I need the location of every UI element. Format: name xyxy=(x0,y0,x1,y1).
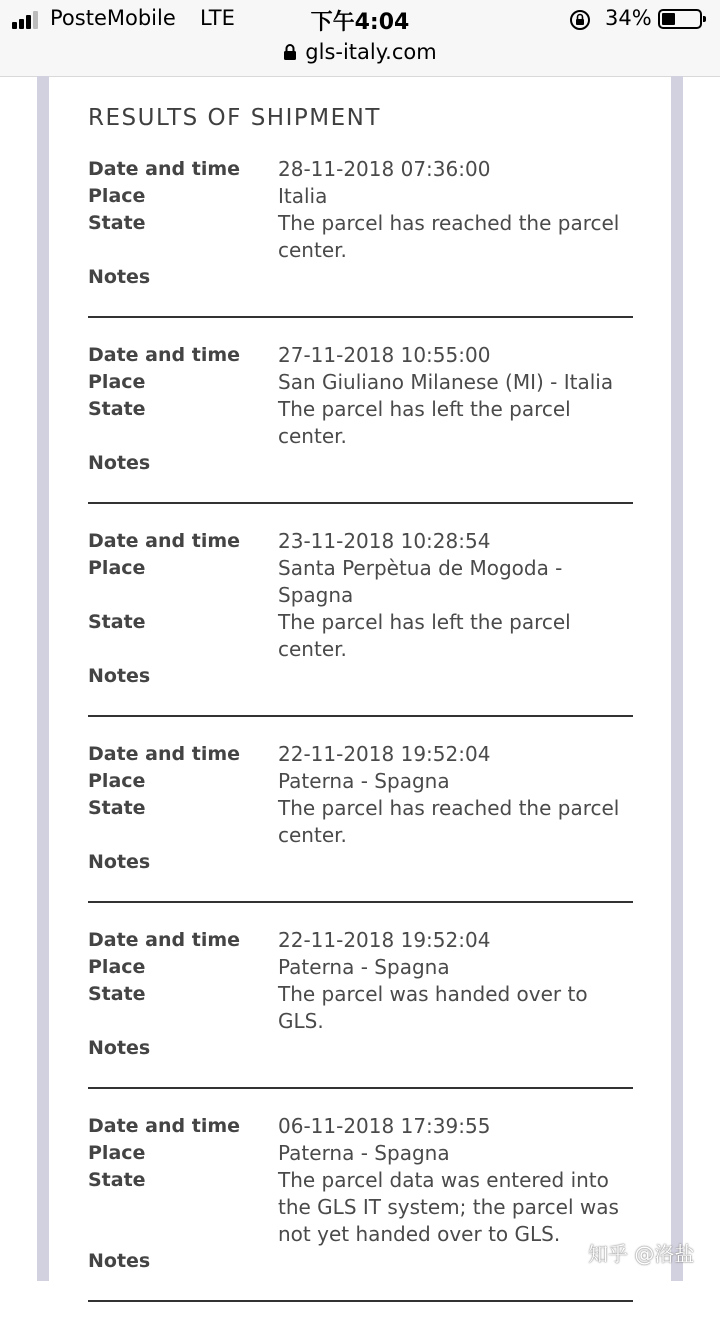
entry-value-date-time: 27-11-2018 10:55:00 xyxy=(278,343,491,367)
entry-value-notes xyxy=(278,1035,633,1062)
entry-label-date-time: Date and time xyxy=(88,929,241,951)
carrier-name: PosteMobile xyxy=(50,6,176,30)
shipment-results xyxy=(88,100,633,1326)
entry-row-state xyxy=(88,396,633,450)
status-time: 下午4:04 xyxy=(310,10,410,35)
battery-icon xyxy=(658,9,702,29)
entry-row-notes xyxy=(88,1035,633,1062)
entry-value-notes xyxy=(278,450,633,477)
entry-value-place: San Giuliano Milanese (MI) - Italia xyxy=(278,370,614,394)
entry-value-state: The parcel has left the parcel center. xyxy=(278,397,571,448)
tracking-entry xyxy=(88,156,633,318)
padlock-icon xyxy=(283,43,297,61)
entry-row-notes xyxy=(88,264,633,291)
entry-row-place xyxy=(88,369,633,396)
entry-label-notes: Notes xyxy=(88,665,151,687)
page-side-border-left xyxy=(37,76,49,1281)
entry-value-date-time: 22-11-2018 19:52:04 xyxy=(278,928,491,952)
entry-label-state: State xyxy=(88,1169,146,1191)
entry-row-state xyxy=(88,981,633,1035)
entry-row-place xyxy=(88,183,633,210)
entry-row-place xyxy=(88,555,633,609)
entry-label-notes: Notes xyxy=(88,452,151,474)
entry-row-notes xyxy=(88,450,633,477)
entry-label-date-time: Date and time xyxy=(88,530,241,552)
entry-row-notes xyxy=(88,849,633,876)
entry-value-place: Paterna - Spagna xyxy=(278,1141,450,1165)
tracking-entry xyxy=(88,342,633,504)
entry-label-place: Place xyxy=(88,956,146,978)
entry-label-place: Place xyxy=(88,770,146,792)
entry-label-place: Place xyxy=(88,185,146,207)
entry-value-notes xyxy=(278,1248,633,1275)
entry-label-state: State xyxy=(88,398,146,420)
entry-row-state xyxy=(88,210,633,264)
entry-row-notes xyxy=(88,663,633,690)
entry-row-date-time xyxy=(88,342,633,369)
entry-value-date-time: 23-11-2018 10:28:54 xyxy=(278,529,491,553)
entry-label-notes: Notes xyxy=(88,1250,151,1272)
entry-value-notes xyxy=(278,849,633,876)
entry-row-date-time xyxy=(88,927,633,954)
entry-label-date-time: Date and time xyxy=(88,158,241,180)
entry-value-notes xyxy=(278,264,633,291)
entry-row-date-time xyxy=(88,1113,633,1140)
page-side-border-right xyxy=(671,76,683,1281)
entry-value-state: The parcel was handed over to GLS. xyxy=(278,982,588,1033)
entry-label-place: Place xyxy=(88,557,146,579)
battery-percent: 34% xyxy=(605,6,652,30)
tracking-entry xyxy=(88,741,633,903)
page-url: gls-italy.com xyxy=(305,40,437,64)
entry-label-state: State xyxy=(88,797,146,819)
entry-label-date-time: Date and time xyxy=(88,344,241,366)
entry-label-state: State xyxy=(88,983,146,1005)
entry-value-place: Italia xyxy=(278,184,328,208)
entry-value-notes xyxy=(278,663,633,690)
entry-label-date-time: Date and time xyxy=(88,1115,241,1137)
entry-value-state: The parcel data was entered into the GLS IT system; the parcel was not yet handed over to GLS. xyxy=(278,1168,619,1246)
page-title: RESULTS OF SHIPMENT xyxy=(88,105,381,131)
entry-row-date-time xyxy=(88,741,633,768)
entry-label-notes: Notes xyxy=(88,851,151,873)
tracking-entries xyxy=(88,156,633,1302)
entry-value-place: Santa Perpètua de Mogoda - Spagna xyxy=(278,556,563,607)
rotation-lock-icon xyxy=(568,8,592,32)
entry-label-state: State xyxy=(88,611,146,633)
entry-row-place xyxy=(88,1140,633,1167)
network-type: LTE xyxy=(200,6,235,30)
entry-label-state: State xyxy=(88,212,146,234)
entry-row-state xyxy=(88,609,633,663)
entry-row-state xyxy=(88,795,633,849)
watermark-text: 知乎 @洛盐 xyxy=(588,1242,695,1266)
entry-row-place xyxy=(88,954,633,981)
entry-value-date-time: 22-11-2018 19:52:04 xyxy=(278,742,491,766)
address-bar[interactable] xyxy=(0,38,720,66)
entry-row-state xyxy=(88,1167,633,1248)
entry-row-notes xyxy=(88,1248,633,1275)
entry-value-place: Paterna - Spagna xyxy=(278,769,450,793)
entry-row-place xyxy=(88,768,633,795)
entry-value-state: The parcel has reached the parcel center. xyxy=(278,211,620,262)
entry-label-place: Place xyxy=(88,371,146,393)
entry-label-notes: Notes xyxy=(88,1037,151,1059)
status-bar xyxy=(0,0,720,77)
entry-value-state: The parcel has reached the parcel center. xyxy=(278,796,620,847)
entry-row-date-time xyxy=(88,528,633,555)
tracking-entry xyxy=(88,927,633,1089)
entry-value-place: Paterna - Spagna xyxy=(278,955,450,979)
entry-value-date-time: 28-11-2018 07:36:00 xyxy=(278,157,491,181)
entry-value-date-time: 06-11-2018 17:39:55 xyxy=(278,1114,491,1138)
tracking-entry xyxy=(88,1113,633,1302)
tracking-entry xyxy=(88,528,633,717)
entry-label-notes: Notes xyxy=(88,266,151,288)
entry-row-date-time xyxy=(88,156,633,183)
entry-label-place: Place xyxy=(88,1142,146,1164)
entry-label-date-time: Date and time xyxy=(88,743,241,765)
entry-value-state: The parcel has left the parcel center. xyxy=(278,610,571,661)
